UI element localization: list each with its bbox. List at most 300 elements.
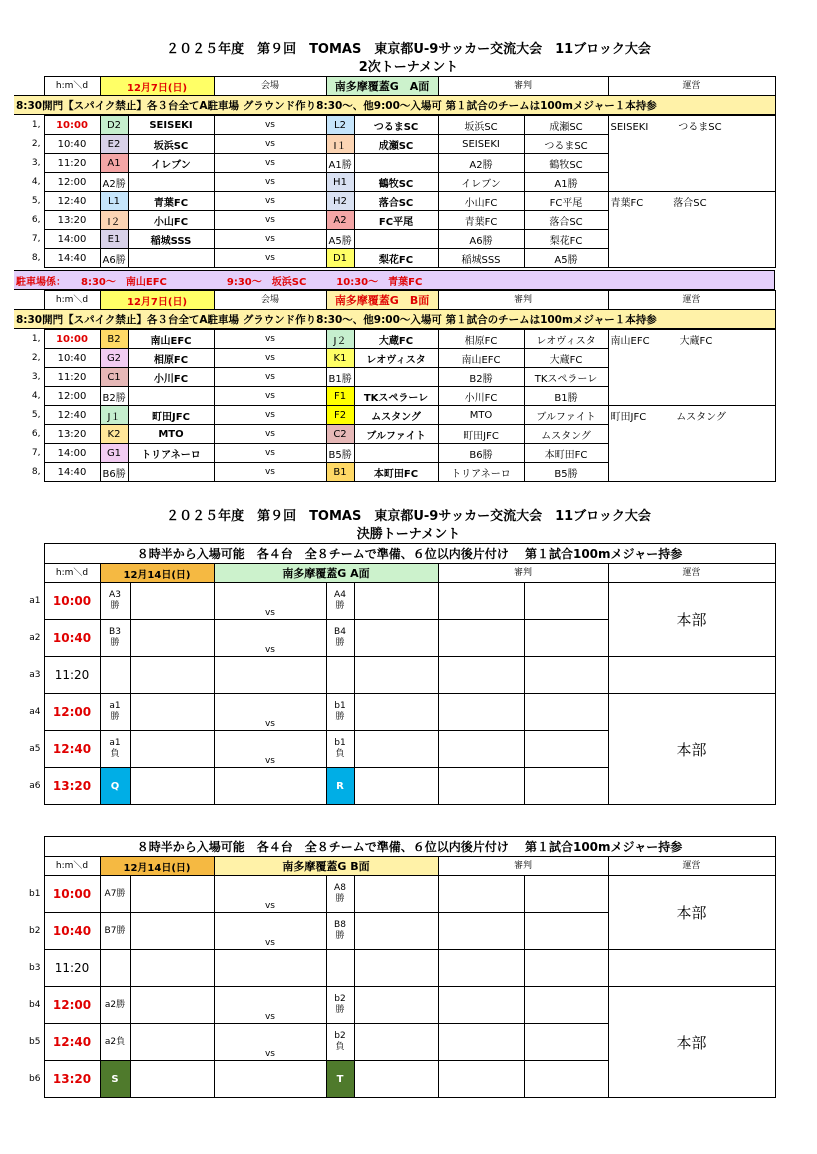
r2a-seed1: A1 bbox=[100, 154, 128, 173]
r2a-vs: vs bbox=[214, 230, 326, 249]
r2b-ref2: レオヴィスタ bbox=[524, 330, 608, 349]
r2a-team1: イレブン bbox=[128, 154, 214, 173]
fa-seed2: R bbox=[326, 768, 354, 805]
fb-hq-2: 本部 bbox=[608, 987, 775, 1098]
fa-col-ops: 運営 bbox=[608, 564, 775, 583]
fa-seed1: a1 負 bbox=[100, 731, 130, 768]
fb-team1 bbox=[130, 1061, 214, 1098]
r2a-vs: vs bbox=[214, 135, 326, 154]
fb-ops-empty bbox=[608, 950, 775, 987]
r2a-ref1: 小山FC bbox=[438, 192, 524, 211]
fb-ref2 bbox=[524, 987, 608, 1024]
r2b-time: 10:00 bbox=[44, 330, 100, 349]
r2b-team2: レオヴィスタ bbox=[354, 349, 438, 368]
r2a-vs: vs bbox=[214, 173, 326, 192]
fa-ref1 bbox=[438, 768, 524, 805]
fb-seed2: b2 勝 bbox=[326, 987, 354, 1024]
r2a-team2: つるまSC bbox=[354, 116, 438, 135]
r2b-seed1: B2 bbox=[100, 330, 128, 349]
r2a-seed1: E2 bbox=[100, 135, 128, 154]
r2b-time: 14:00 bbox=[44, 444, 100, 463]
r2b-seed2: K1 bbox=[326, 349, 354, 368]
fa-notice: ８時半から入場可能 各４台 全８チームで準備、６位以内後片付け 第１試合100mメジャー持参 bbox=[44, 544, 775, 564]
fa-num: a2 bbox=[29, 633, 41, 643]
fb-team1 bbox=[130, 950, 214, 987]
r2a-team2 bbox=[354, 230, 438, 249]
fa-team2 bbox=[354, 583, 438, 620]
r2b-ref2: TKスペラーレ bbox=[524, 368, 608, 387]
fb-ref1 bbox=[438, 1024, 524, 1061]
fa-ref2 bbox=[524, 657, 608, 694]
fb-hq-1: 本部 bbox=[608, 876, 775, 950]
r2a-seed1: A2勝 bbox=[100, 173, 128, 192]
fa-team2 bbox=[354, 731, 438, 768]
r2b-vs: vs bbox=[214, 330, 326, 349]
r2a-time: 13:20 bbox=[44, 211, 100, 230]
col-ref: 審判 bbox=[438, 77, 608, 96]
fa-col-ref: 審判 bbox=[438, 564, 608, 583]
r2a-ref1: 青葉FC bbox=[438, 211, 524, 230]
r2a-team1: 青葉FC bbox=[128, 192, 214, 211]
fa-team2 bbox=[354, 768, 438, 805]
r2a-seed1: E1 bbox=[100, 230, 128, 249]
r2b-ref1: 南山EFC bbox=[438, 349, 524, 368]
r2b-seed2: J２ bbox=[326, 330, 354, 349]
fa-vs bbox=[214, 657, 326, 694]
fb-match-row bbox=[14, 950, 775, 987]
r2b-ops2-4: ムスタング bbox=[676, 412, 726, 423]
r2a-ops2-0: つるまSC bbox=[678, 122, 722, 133]
r2a-num: 6, bbox=[31, 215, 41, 225]
r2a-vs: vs bbox=[214, 192, 326, 211]
r2b-team2 bbox=[354, 368, 438, 387]
fa-time: 11:20 bbox=[44, 657, 100, 694]
r2a-time: 14:00 bbox=[44, 230, 100, 249]
round2-court-b-table bbox=[14, 290, 776, 329]
r2a-seed1: I２ bbox=[100, 211, 128, 230]
fb-num: b2 bbox=[29, 926, 41, 936]
fb-ref2 bbox=[524, 876, 608, 913]
date-cell: 12月7日(日) bbox=[100, 77, 214, 96]
fa-match-row bbox=[14, 694, 775, 731]
r2a-ref1: イレブン bbox=[438, 173, 524, 192]
fb-team2 bbox=[354, 1061, 438, 1098]
fa-team1 bbox=[130, 694, 214, 731]
fa-col-hm: h:m＼d bbox=[44, 564, 100, 583]
fb-num: b5 bbox=[29, 1037, 41, 1047]
r2a-team1: 稲城SSS bbox=[128, 230, 214, 249]
r2b-ref2: 大蔵FC bbox=[524, 349, 608, 368]
r2a-match-row bbox=[14, 192, 775, 211]
r2b-num: 7, bbox=[31, 448, 41, 458]
r2a-ref2: FC平尾 bbox=[524, 192, 608, 211]
fa-ops-empty bbox=[608, 657, 775, 694]
fb-ref1 bbox=[438, 987, 524, 1024]
fb-vs: vs bbox=[214, 1024, 326, 1061]
fb-time: 12:40 bbox=[44, 1024, 100, 1061]
fa-team1 bbox=[130, 768, 214, 805]
r2b-ref1: B6勝 bbox=[438, 444, 524, 463]
fb-num: b4 bbox=[29, 1000, 41, 1010]
r2b-seed1: B2勝 bbox=[100, 387, 128, 406]
r2a-vs: vs bbox=[214, 249, 326, 268]
r2a-num: 1, bbox=[31, 120, 41, 130]
fa-hq-2: 本部 bbox=[608, 694, 775, 805]
r2b-team2: TKスペラーレ bbox=[354, 387, 438, 406]
round2-court-a-table bbox=[14, 76, 776, 115]
fa-time: 10:40 bbox=[44, 620, 100, 657]
r2a-vs: vs bbox=[214, 211, 326, 230]
fb-ref2 bbox=[524, 913, 608, 950]
r2a-team2: FC平尾 bbox=[354, 211, 438, 230]
r2a-ref2: 落合SC bbox=[524, 211, 608, 230]
r2a-num: 3, bbox=[31, 158, 41, 168]
fa-seed1: Q bbox=[100, 768, 130, 805]
r2b-team1: 南山EFC bbox=[128, 330, 214, 349]
fb-seed1: S bbox=[100, 1061, 130, 1098]
fb-team1 bbox=[130, 987, 214, 1024]
fb-team1 bbox=[130, 913, 214, 950]
fa-date: 12月14日(日) bbox=[100, 564, 214, 583]
col-hm-b: h:m＼d bbox=[44, 291, 100, 310]
r2a-ref1: A2勝 bbox=[438, 154, 524, 173]
r2b-team2: ブルファイト bbox=[354, 425, 438, 444]
r2b-team2: 本町田FC bbox=[354, 463, 438, 482]
fa-time: 12:40 bbox=[44, 731, 100, 768]
fb-match-row bbox=[14, 987, 775, 1024]
r2a-seed2: A1勝 bbox=[326, 154, 354, 173]
fb-time: 11:20 bbox=[44, 950, 100, 987]
fb-vs: vs bbox=[214, 876, 326, 913]
fa-num: a1 bbox=[29, 596, 41, 606]
r2b-ref1: 相原FC bbox=[438, 330, 524, 349]
r2b-ref2: B5勝 bbox=[524, 463, 608, 482]
r2b-seed1: J１ bbox=[100, 406, 128, 425]
fb-team1 bbox=[130, 876, 214, 913]
fa-seed1: a1 勝 bbox=[100, 694, 130, 731]
fb-ref2 bbox=[524, 950, 608, 987]
fa-num: a3 bbox=[29, 670, 41, 680]
fb-team2 bbox=[354, 913, 438, 950]
fb-seed1 bbox=[100, 950, 130, 987]
fb-seed1: B7勝 bbox=[100, 913, 130, 950]
col-hm: h:m＼d bbox=[44, 77, 100, 96]
fa-seed2: b1 勝 bbox=[326, 694, 354, 731]
r2b-num: 4, bbox=[31, 391, 41, 401]
r2b-ref1: トリアネーロ bbox=[438, 463, 524, 482]
r2b-team1: 相原FC bbox=[128, 349, 214, 368]
fa-vs: vs bbox=[214, 620, 326, 657]
r2b-time: 12:00 bbox=[44, 387, 100, 406]
r2b-seed2: F1 bbox=[326, 387, 354, 406]
fb-seed1: A7勝 bbox=[100, 876, 130, 913]
fa-team2 bbox=[354, 657, 438, 694]
r2a-seed2: A2 bbox=[326, 211, 354, 230]
r2a-seed2: A5勝 bbox=[326, 230, 354, 249]
title-final: ２０２５年度 第９回 TOMAS 東京都U-9サッカー交流大会 11ブロック大会 bbox=[166, 509, 651, 524]
r2b-ref2: ブルファイト bbox=[524, 406, 608, 425]
fa-ref1 bbox=[438, 657, 524, 694]
r2a-team2: 鶴牧SC bbox=[354, 173, 438, 192]
round2-court-b-matches bbox=[14, 329, 776, 482]
fa-seed1: B3 勝 bbox=[100, 620, 130, 657]
fa-ref2 bbox=[524, 731, 608, 768]
r2b-team2: ムスタング bbox=[354, 406, 438, 425]
fa-vs: vs bbox=[214, 694, 326, 731]
fa-match-row bbox=[14, 657, 775, 694]
fb-seed2: A8 勝 bbox=[326, 876, 354, 913]
final-court-b-table bbox=[14, 836, 776, 1098]
r2b-time: 10:40 bbox=[44, 349, 100, 368]
fb-ref1 bbox=[438, 913, 524, 950]
r2b-num: 8, bbox=[31, 467, 41, 477]
r2b-ref1: 町田JFC bbox=[438, 425, 524, 444]
fa-ref2 bbox=[524, 583, 608, 620]
r2a-ref2: A5勝 bbox=[524, 249, 608, 268]
fb-ref1 bbox=[438, 876, 524, 913]
fb-time: 12:00 bbox=[44, 987, 100, 1024]
r2b-ref2: B1勝 bbox=[524, 387, 608, 406]
col-venue: 会場 bbox=[214, 77, 326, 96]
r2b-vs: vs bbox=[214, 463, 326, 482]
fb-vs: vs bbox=[214, 913, 326, 950]
r2a-seed1: A6勝 bbox=[100, 249, 128, 268]
r2a-team1: 坂浜SC bbox=[128, 135, 214, 154]
fb-col-ref: 審判 bbox=[438, 857, 608, 876]
r2a-ref2: A1勝 bbox=[524, 173, 608, 192]
r2b-seed1: B6勝 bbox=[100, 463, 128, 482]
r2b-ops1-4: 町田JFC bbox=[610, 412, 647, 423]
r2b-ref1: 小川FC bbox=[438, 387, 524, 406]
fb-ref2 bbox=[524, 1024, 608, 1061]
r2a-ref1: 坂浜SC bbox=[438, 116, 524, 135]
fa-venue: 南多摩覆蓋G A面 bbox=[214, 564, 438, 583]
r2b-match-row bbox=[14, 406, 775, 425]
fb-vs bbox=[214, 950, 326, 987]
r2a-seed2: H2 bbox=[326, 192, 354, 211]
r2a-ops1-0: SEISEKI bbox=[610, 122, 649, 133]
venue-cell-b: 南多摩覆蓋G B面 bbox=[326, 291, 438, 310]
r2b-vs: vs bbox=[214, 368, 326, 387]
fa-seed1: A3 勝 bbox=[100, 583, 130, 620]
r2b-time: 11:20 bbox=[44, 368, 100, 387]
subtitle-round2: 2次トーナメント bbox=[358, 60, 459, 75]
r2a-team1: 小山FC bbox=[128, 211, 214, 230]
r2b-seed2: F2 bbox=[326, 406, 354, 425]
r2a-team2: 成瀬SC bbox=[354, 135, 438, 154]
r2a-vs: vs bbox=[214, 116, 326, 135]
r2b-vs: vs bbox=[214, 425, 326, 444]
fa-time: 10:00 bbox=[44, 583, 100, 620]
fa-ref2 bbox=[524, 620, 608, 657]
fb-seed1: a2負 bbox=[100, 1024, 130, 1061]
fb-time: 13:20 bbox=[44, 1061, 100, 1098]
fa-vs bbox=[214, 768, 326, 805]
notice-row: 8:30開門【スパイク禁止】各３台全てA駐車場 グラウンド作り8:30～、他9:00～入場可 第１試合のチームは100mメジャー１本持参 bbox=[14, 96, 775, 115]
fb-num: b3 bbox=[29, 963, 41, 973]
venue-cell: 南多摩覆蓋G A面 bbox=[326, 77, 438, 96]
fb-num: b6 bbox=[29, 1074, 41, 1084]
fb-team2 bbox=[354, 1024, 438, 1061]
fb-notice: ８時半から入場可能 各４台 全８チームで準備、６位以内後片付け 第１試合100mメジャー持参 bbox=[44, 837, 775, 857]
r2a-match-row bbox=[14, 116, 775, 135]
fb-date: 12月14日(日) bbox=[100, 857, 214, 876]
r2b-ref2: ムスタング bbox=[524, 425, 608, 444]
r2b-ops2-0: 大蔵FC bbox=[679, 336, 713, 347]
r2a-num: 5, bbox=[31, 196, 41, 206]
fa-team2 bbox=[354, 620, 438, 657]
r2a-ops1-4: 青葉FC bbox=[610, 198, 644, 209]
fa-team1 bbox=[130, 731, 214, 768]
fb-team1 bbox=[130, 1024, 214, 1061]
fa-time: 12:00 bbox=[44, 694, 100, 731]
fa-time: 13:20 bbox=[44, 768, 100, 805]
r2b-num: 1, bbox=[31, 334, 41, 344]
r2a-time: 12:00 bbox=[44, 173, 100, 192]
r2a-seed1: L1 bbox=[100, 192, 128, 211]
r2b-team1: 町田JFC bbox=[128, 406, 214, 425]
fa-num: a4 bbox=[29, 707, 41, 717]
r2a-team1 bbox=[128, 249, 214, 268]
r2a-ops2-4: 落合SC bbox=[673, 198, 707, 209]
r2a-time: 11:20 bbox=[44, 154, 100, 173]
fa-num: a5 bbox=[29, 744, 41, 754]
fb-time: 10:40 bbox=[44, 913, 100, 950]
r2a-team2: 梨花FC bbox=[354, 249, 438, 268]
r2b-num: 3, bbox=[31, 372, 41, 382]
fb-seed2 bbox=[326, 950, 354, 987]
r2b-seed1: G1 bbox=[100, 444, 128, 463]
r2a-time: 12:40 bbox=[44, 192, 100, 211]
round2-court-a-matches bbox=[14, 115, 776, 268]
r2b-ref2: 本町田FC bbox=[524, 444, 608, 463]
r2b-seed1: K2 bbox=[100, 425, 128, 444]
col-ref-b: 審判 bbox=[438, 291, 608, 310]
r2b-team2: 大蔵FC bbox=[354, 330, 438, 349]
r2b-num: 5, bbox=[31, 410, 41, 420]
fb-team2 bbox=[354, 950, 438, 987]
fa-ref1 bbox=[438, 694, 524, 731]
fa-ref2 bbox=[524, 694, 608, 731]
fb-ref2 bbox=[524, 1061, 608, 1098]
r2b-seed2: B1 bbox=[326, 463, 354, 482]
r2b-seed2: B1勝 bbox=[326, 368, 354, 387]
fb-seed1: a2勝 bbox=[100, 987, 130, 1024]
fa-num: a6 bbox=[29, 781, 41, 791]
fb-vs: vs bbox=[214, 987, 326, 1024]
r2a-num: 7, bbox=[31, 234, 41, 244]
fa-seed2: A4 勝 bbox=[326, 583, 354, 620]
fb-num: b1 bbox=[29, 889, 41, 899]
fa-vs: vs bbox=[214, 583, 326, 620]
r2a-num: 4, bbox=[31, 177, 41, 187]
fb-ref1 bbox=[438, 950, 524, 987]
r2a-seed1: D2 bbox=[100, 116, 128, 135]
fa-vs: vs bbox=[214, 731, 326, 768]
fb-seed2: b2 負 bbox=[326, 1024, 354, 1061]
r2b-num: 6, bbox=[31, 429, 41, 439]
r2a-time: 14:40 bbox=[44, 249, 100, 268]
r2b-time: 12:40 bbox=[44, 406, 100, 425]
r2b-team1 bbox=[128, 387, 214, 406]
fa-ref1 bbox=[438, 583, 524, 620]
r2b-ops1-0: 南山EFC bbox=[610, 336, 650, 347]
date-cell-b: 12月7日(日) bbox=[100, 291, 214, 310]
r2b-match-row bbox=[14, 330, 775, 349]
fb-ref1 bbox=[438, 1061, 524, 1098]
r2a-ref1: 稲城SSS bbox=[438, 249, 524, 268]
r2b-vs: vs bbox=[214, 406, 326, 425]
fb-team2 bbox=[354, 987, 438, 1024]
r2b-seed2: C2 bbox=[326, 425, 354, 444]
fb-match-row bbox=[14, 876, 775, 913]
r2b-num: 2, bbox=[31, 353, 41, 363]
r2b-vs: vs bbox=[214, 349, 326, 368]
title-round2: ２０２５年度 第９回 TOMAS 東京都U-9サッカー交流大会 11ブロック大会 bbox=[166, 42, 651, 57]
r2b-team2 bbox=[354, 444, 438, 463]
fa-seed2: b1 負 bbox=[326, 731, 354, 768]
col-ops-b: 運営 bbox=[608, 291, 775, 310]
r2b-ref1: MTO bbox=[438, 406, 524, 425]
r2a-team1: SEISEKI bbox=[128, 116, 214, 135]
r2a-ref2: 鶴牧SC bbox=[524, 154, 608, 173]
fb-vs bbox=[214, 1061, 326, 1098]
r2a-team2: 落合SC bbox=[354, 192, 438, 211]
r2a-seed2: H1 bbox=[326, 173, 354, 192]
fa-team1 bbox=[130, 657, 214, 694]
fb-team2 bbox=[354, 876, 438, 913]
col-ops: 運営 bbox=[608, 77, 775, 96]
r2b-seed1: G2 bbox=[100, 349, 128, 368]
fa-team1 bbox=[130, 583, 214, 620]
r2a-seed2: I１ bbox=[326, 135, 354, 154]
fa-seed2: B4 勝 bbox=[326, 620, 354, 657]
r2a-ref1: SEISEKI bbox=[438, 135, 524, 154]
notice-row-b: 8:30開門【スパイク禁止】各３台全てA駐車場 グラウンド作り8:30～、他9:00～入場可 第１試合のチームは100mメジャー１本持参 bbox=[14, 310, 775, 329]
r2a-num: 8, bbox=[31, 253, 41, 263]
fa-match-row bbox=[14, 583, 775, 620]
r2b-team1 bbox=[128, 463, 214, 482]
r2a-num: 2, bbox=[31, 139, 41, 149]
r2b-ref1: B2勝 bbox=[438, 368, 524, 387]
fa-ref1 bbox=[438, 620, 524, 657]
r2a-team2 bbox=[354, 154, 438, 173]
fa-ref2 bbox=[524, 768, 608, 805]
r2b-seed1: C1 bbox=[100, 368, 128, 387]
r2a-time: 10:40 bbox=[44, 135, 100, 154]
parking-text: 駐車場係： 8:30～ 南山EFC 9:30～ 坂浜SC 10:30～ 青葉FC bbox=[14, 271, 775, 290]
fa-seed2 bbox=[326, 657, 354, 694]
fb-venue: 南多摩覆蓋G B面 bbox=[214, 857, 438, 876]
r2b-seed2: B5勝 bbox=[326, 444, 354, 463]
fa-team2 bbox=[354, 694, 438, 731]
r2b-time: 13:20 bbox=[44, 425, 100, 444]
fa-hq-1: 本部 bbox=[608, 583, 775, 657]
r2a-ref2: 梨花FC bbox=[524, 230, 608, 249]
fa-team1 bbox=[130, 620, 214, 657]
r2b-team1: トリアネーロ bbox=[128, 444, 214, 463]
parking-row bbox=[14, 270, 775, 290]
r2a-ref2: つるまSC bbox=[524, 135, 608, 154]
subtitle-final: 決勝トーナメント bbox=[356, 527, 461, 542]
r2a-time: 10:00 bbox=[44, 116, 100, 135]
fb-time: 10:00 bbox=[44, 876, 100, 913]
r2b-vs: vs bbox=[214, 387, 326, 406]
fb-col-hm: h:m＼d bbox=[44, 857, 100, 876]
r2b-vs: vs bbox=[214, 444, 326, 463]
fb-col-ops: 運営 bbox=[608, 857, 775, 876]
final-court-a-table bbox=[14, 543, 776, 805]
